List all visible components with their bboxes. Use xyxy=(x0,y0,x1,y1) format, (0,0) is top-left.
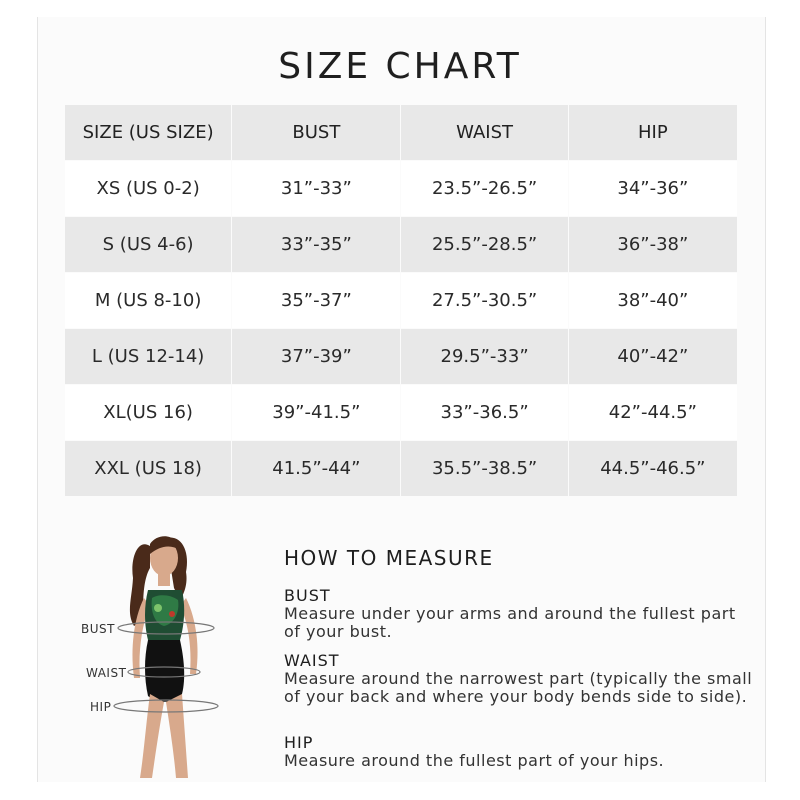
waist-heading: WAIST xyxy=(284,651,340,670)
cell-waist: 35.5”-38.5” xyxy=(401,441,567,496)
bust-heading: BUST xyxy=(284,586,331,605)
cell-hip: 34”-36” xyxy=(569,161,737,216)
cell-waist: 33”-36.5” xyxy=(401,385,567,440)
table-header-row xyxy=(65,105,737,160)
cell-size: XXL (US 18) xyxy=(65,441,231,496)
header-bust: BUST xyxy=(232,105,400,160)
cell-waist: 29.5”-33” xyxy=(401,329,567,384)
how-to-measure-heading: HOW TO MEASURE xyxy=(284,546,494,570)
cell-hip: 44.5”-46.5” xyxy=(569,441,737,496)
cell-waist: 23.5”-26.5” xyxy=(401,161,567,216)
cell-bust: 33”-35” xyxy=(232,217,400,272)
size-table xyxy=(64,104,738,497)
table-row xyxy=(65,329,737,384)
bust-instructions: Measure under your arms and around the fullest part of your bust. xyxy=(284,604,736,641)
table-row xyxy=(65,273,737,328)
table-row xyxy=(65,217,737,272)
hip-instructions: Measure around the fullest part of your hips. xyxy=(284,751,665,770)
model-illustration xyxy=(78,528,248,780)
cell-waist: 27.5”-30.5” xyxy=(401,273,567,328)
cell-bust: 37”-39” xyxy=(232,329,400,384)
cell-hip: 40”-42” xyxy=(569,329,737,384)
cell-hip: 38”-40” xyxy=(569,273,737,328)
cell-size: M (US 8-10) xyxy=(65,273,231,328)
cell-waist: 25.5”-28.5” xyxy=(401,217,567,272)
figure-label-bust: BUST xyxy=(81,622,115,636)
cell-bust: 31”-33” xyxy=(232,161,400,216)
table-row xyxy=(65,161,737,216)
cell-size: XL(US 16) xyxy=(65,385,231,440)
waist-instructions: Measure around the narrowest part (typically the small of your back and where your body bends side to side). xyxy=(284,669,753,706)
table-row xyxy=(65,441,737,496)
hip-heading: HIP xyxy=(284,733,314,752)
cell-bust: 39”-41.5” xyxy=(232,385,400,440)
figure-label-waist: WAIST xyxy=(86,666,127,680)
cell-hip: 42”-44.5” xyxy=(569,385,737,440)
cell-size: L (US 12-14) xyxy=(65,329,231,384)
cell-size: XS (US 0-2) xyxy=(65,161,231,216)
table-row xyxy=(65,385,737,440)
figure-label-hip: HIP xyxy=(90,700,112,714)
cell-size: S (US 4-6) xyxy=(65,217,231,272)
cell-hip: 36”-38” xyxy=(569,217,737,272)
cell-bust: 35”-37” xyxy=(232,273,400,328)
page-title: SIZE CHART xyxy=(278,46,522,87)
header-hip: HIP xyxy=(569,105,737,160)
header-waist: WAIST xyxy=(401,105,567,160)
header-size: SIZE (US SIZE) xyxy=(65,105,231,160)
model-figure xyxy=(78,528,248,780)
cell-bust: 41.5”-44” xyxy=(232,441,400,496)
